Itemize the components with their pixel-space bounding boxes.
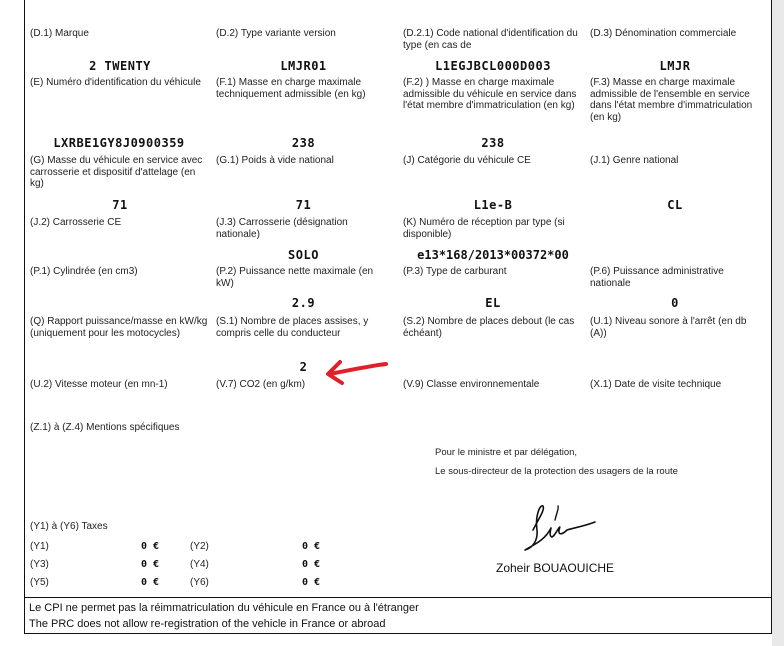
label-d2: (D.2) Type variante version [216, 28, 336, 39]
label-f1: (F.1) Masse en charge maximale techniquement admissible (en kg) [216, 77, 366, 100]
label-s2: (S.2) Nombre de places debout (le cas échéant) [403, 316, 575, 339]
label-p6: (P.6) Puissance administrative nationale [590, 266, 724, 289]
tax-amount-y5: 0 € [141, 577, 160, 588]
label-j2: (J.2) Carrosserie CE [30, 217, 122, 228]
label-j1: (J.1) Genre national [590, 155, 679, 166]
label-v9: (V.9) Classe environnementale [403, 379, 540, 390]
label-j3: (J.3) Carrosserie (désignation nationale) [216, 217, 348, 240]
label-q: (Q) Rapport puissance/masse en kW/kg (uniquement pour les motocycles) [30, 316, 208, 339]
label-d21: (D.2.1) Code national d'identification du type (en cas de [403, 28, 578, 51]
label-u1: (U.1) Niveau sonore à l'arrêt (en db (A)) [590, 316, 747, 339]
tax-label-y1: (Y1) [30, 541, 49, 552]
taxes-title: (Y1) à (Y6) Taxes [30, 521, 108, 532]
label-k: (K) Numéro de réception par type (si disponible) [403, 217, 565, 240]
value-g: 71 [112, 198, 128, 212]
value-p3: EL [485, 296, 501, 310]
label-d3: (D.3) Dénomination commerciale [590, 28, 737, 39]
value-s1: 2 [299, 360, 308, 374]
value-d1: 2 TWENTY [89, 59, 151, 73]
tax-label-y3: (Y3) [30, 559, 49, 570]
tax-amount-y1: 0 € [141, 541, 160, 552]
tax-label-y4: (Y4) [190, 559, 209, 570]
value-f2: 238 [481, 136, 505, 150]
value-f1: 238 [291, 136, 316, 150]
label-p3: (P.3) Type de carburant [403, 266, 507, 277]
label-p1: (P.1) Cylindrée (en cm3) [30, 266, 138, 277]
handwritten-signature [515, 500, 600, 555]
label-u2: (U.2) Vitesse moteur (en mn-1) [30, 379, 168, 390]
tax-amount-y2: 0 € [302, 541, 321, 552]
value-p6: 0 [671, 296, 679, 310]
value-j: L1e-B [473, 198, 513, 212]
label-f3: (F.3) Masse en charge maximale admissible de l'ensemble en service dans l'état membre d'immatriculation (en kg) [590, 77, 753, 123]
label-d1: (D.1) Marque [30, 28, 89, 39]
footer-text-en: The PRC does not allow re-registration of the vehicle in France or abroad [29, 618, 386, 630]
label-f2: (F.2) ) Masse en charge maximale admissible du véhicule en service dans l'état membre d'immatriculation (en kg) [403, 77, 577, 111]
value-k: e13*168/2013*00372*00 [417, 248, 569, 262]
value-p2: 2.9 [291, 296, 316, 310]
value-d3: LMJR [659, 59, 691, 73]
value-j1: CL [667, 198, 683, 212]
value-e: LXRBE1GY8J0900359 [53, 136, 185, 150]
value-d21: L1EGJBCL000D003 [435, 59, 551, 73]
signatory-name: Zoheir BOUAOUICHE [496, 561, 615, 575]
tax-amount-y4: 0 € [302, 559, 321, 570]
label-g1: (G.1) Poids à vide national [216, 155, 334, 166]
label-z: (Z.1) à (Z.4) Mentions spécifiques [30, 422, 180, 433]
label-g: (G) Masse du véhicule en service avec carrosserie et dispositif d'attelage (en kg) [30, 155, 203, 189]
signature-line-2: Le sous-directeur de la protection des usagers de la route [435, 466, 678, 477]
value-g1: 71 [295, 198, 312, 212]
label-x1: (X.1) Date de visite technique [590, 379, 722, 390]
footer-text-fr: Le CPI ne permet pas la réimmatriculation du véhicule en France ou à l'étranger [29, 602, 419, 614]
tax-label-y5: (Y5) [30, 577, 49, 588]
tax-amount-y3: 0 € [141, 559, 160, 570]
footer-notice [24, 598, 772, 634]
tax-label-y6: (Y6) [190, 577, 209, 588]
label-j: (J) Catégorie du véhicule CE [403, 155, 531, 166]
label-v7: (V.7) CO2 (en g/km) [216, 379, 306, 390]
value-j3: SOLO [288, 248, 319, 262]
tax-label-y2: (Y2) [190, 541, 209, 552]
label-e: (E) Numéro d'identification du véhicule [30, 77, 201, 88]
value-d2: LMJR01 [280, 59, 327, 73]
signature-line-1: Pour le ministre et par délégation, [435, 447, 578, 458]
tax-amount-y6: 0 € [302, 577, 321, 588]
label-p2: (P.2) Puissance nette maximale (en kW) [216, 266, 374, 289]
label-s1: (S.1) Nombre de places assises, y compris celle du conducteur [216, 316, 369, 339]
